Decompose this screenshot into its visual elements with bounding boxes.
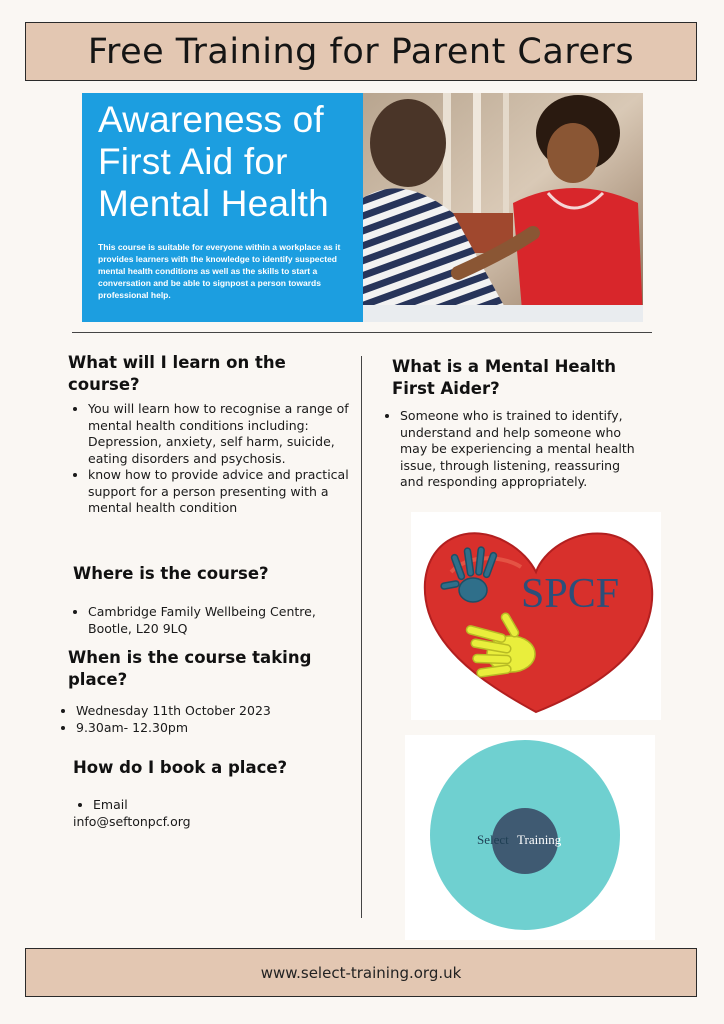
when-list	[56, 703, 346, 736]
select-text: Select	[477, 832, 509, 847]
first-aider-section	[392, 356, 652, 400]
hero-title-line-3: Mental Health	[98, 183, 329, 224]
where-details	[68, 604, 348, 637]
hero-photo	[363, 93, 643, 322]
list-item: • You will learn how to recognise a range of mental health conditions including: Depression, anxiety, self harm, suicide, eating disorders and psychosis.	[88, 401, 353, 467]
photo-illustration	[363, 93, 643, 322]
spcf-text: SPCF	[521, 571, 620, 617]
list-item: • Someone who is trained to identify, understand and help someone who may be experiencing a mental health issue, through listening, reassuring and responding appropriately.	[400, 408, 642, 491]
first-aider-details	[380, 408, 642, 491]
when-heading	[68, 647, 353, 691]
hero-description: This course is suitable for everyone within a workplace as it provides learners with the knowledge to identify suspected mental health conditions as well as the skills to start a conversation and be able to signpost a person towards professional help.	[98, 242, 341, 300]
first-aider-heading-line-2: First Aider?	[392, 379, 500, 398]
horizontal-divider	[72, 332, 652, 333]
when-heading-line-1: When is the course taking	[68, 648, 312, 667]
learn-list	[68, 401, 353, 517]
select-training-circle	[405, 735, 655, 940]
book-list	[73, 797, 353, 814]
hero-text-panel	[82, 93, 363, 322]
column-divider	[361, 356, 362, 918]
learn-heading-line-1: What will I learn on the	[68, 353, 286, 372]
title-banner	[25, 22, 697, 81]
email-link[interactable]: info@seftonpcf.org	[73, 813, 191, 829]
learn-heading-line-2: course?	[68, 375, 140, 394]
where-section	[73, 563, 353, 585]
learn-heading	[68, 352, 353, 396]
list-item: • 9.30am- 12.30pm	[76, 720, 346, 737]
page-title: Free Training for Parent Carers	[87, 31, 635, 72]
book-section	[73, 757, 353, 779]
spcf-logo	[411, 512, 661, 720]
where-list	[68, 604, 348, 637]
training-text: Training	[517, 832, 562, 847]
hero-title-line-2: First Aid for	[98, 141, 288, 182]
first-aider-heading	[392, 356, 652, 400]
list-item: • Cambridge Family Wellbeing Centre, Bootle, L20 9LQ	[88, 604, 348, 637]
where-heading: Where is the course?	[73, 564, 269, 583]
learn-section	[68, 352, 353, 517]
hero-title	[98, 99, 351, 225]
list-item: • know how to provide advice and practical support for a person presenting with a mental health condition	[88, 467, 353, 517]
when-heading-line-2: place?	[68, 670, 128, 689]
list-item: • Wednesday 11th October 2023	[76, 703, 346, 720]
when-section	[68, 647, 353, 691]
book-details	[73, 797, 353, 830]
hero-image	[82, 93, 643, 322]
footer-banner	[25, 948, 697, 997]
book-heading: How do I book a place?	[73, 758, 288, 777]
first-aider-heading-line-1: What is a Mental Health	[392, 357, 617, 376]
website-link[interactable]: www.select-training.org.uk	[260, 963, 462, 982]
list-item: • Email	[93, 797, 353, 814]
hero-title-line-1: Awareness of	[98, 99, 324, 140]
select-training-logo	[405, 735, 655, 940]
first-aider-list	[380, 408, 642, 491]
when-details	[56, 703, 346, 736]
heart-logo	[411, 512, 661, 720]
